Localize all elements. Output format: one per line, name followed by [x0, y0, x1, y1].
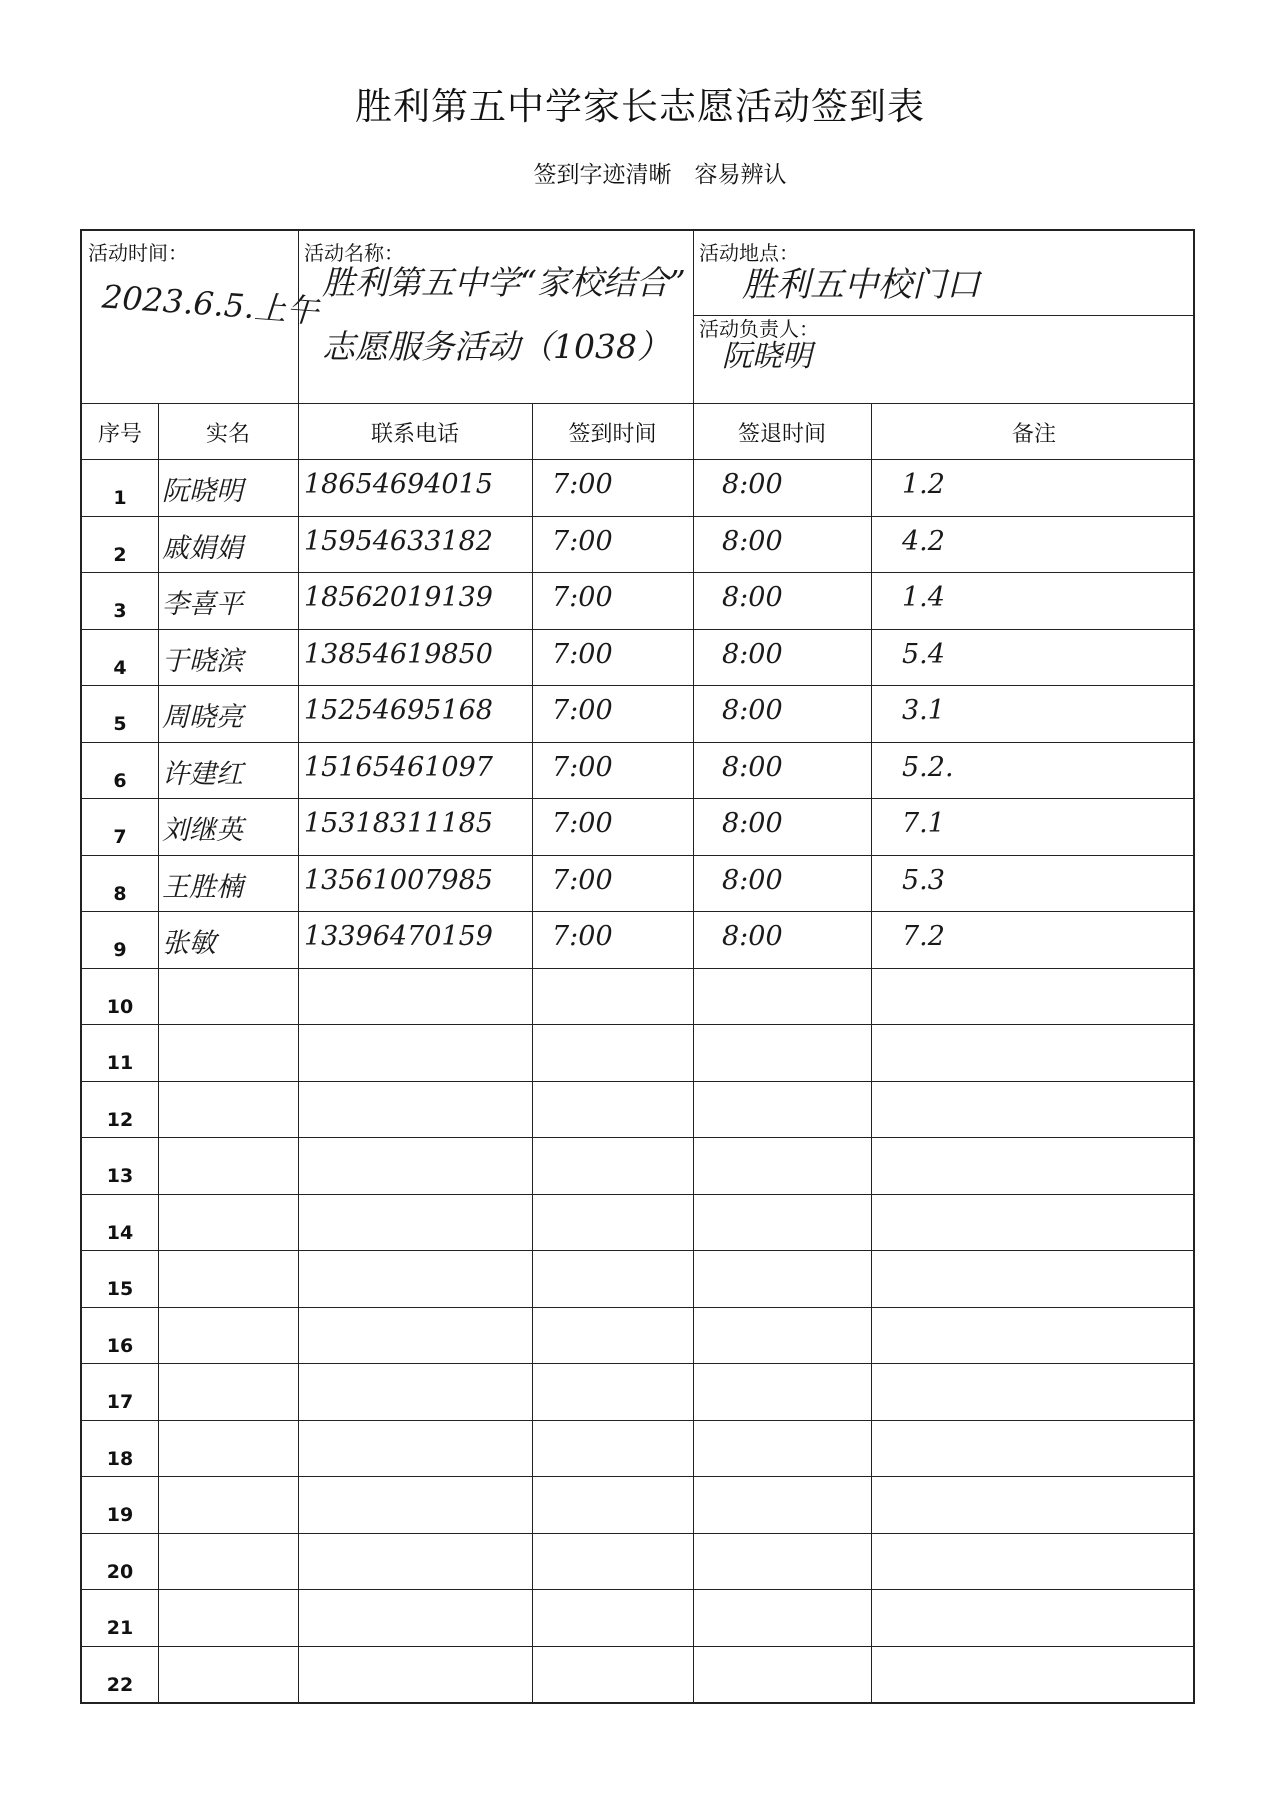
row-number: 14	[106, 1221, 134, 1244]
checkin-cell: 7:00	[552, 638, 613, 670]
name-cell: 于晓滨	[162, 645, 243, 677]
checkout-cell: 8:00	[722, 582, 783, 613]
divider	[82, 1363, 1193, 1364]
note-cell: 5.3	[902, 864, 945, 896]
divider	[82, 1476, 1193, 1477]
divider	[532, 403, 533, 1702]
note-cell: 1.4	[902, 582, 945, 613]
checkin-cell: 7:00	[552, 582, 613, 613]
sign-in-sheet	[80, 229, 1195, 1704]
row-number: 1	[113, 487, 127, 509]
divider	[82, 1194, 1193, 1195]
note-cell: 3.1	[902, 695, 945, 726]
divider	[82, 1081, 1193, 1082]
divider	[82, 911, 1193, 912]
name-cell: 阮晓明	[162, 476, 243, 507]
checkout-cell: 8:00	[722, 638, 783, 670]
divider	[82, 968, 1193, 969]
row-number: 18	[106, 1447, 134, 1470]
row-number: 10	[106, 995, 134, 1018]
row-number: 22	[106, 1673, 134, 1696]
row-number: 21	[106, 1617, 134, 1639]
activity-place-value: 胜利五中校门口	[742, 265, 980, 305]
activity-name-line1: 胜利第五中学“家校结合”	[322, 263, 686, 302]
row-number: 20	[106, 1560, 134, 1583]
phone-cell: 15954633182	[304, 525, 493, 557]
note-cell: 4.2	[902, 525, 945, 557]
checkin-cell: 7:00	[552, 921, 613, 952]
divider	[82, 1646, 1193, 1647]
row-number: 4	[113, 656, 127, 679]
row-number: 12	[106, 1108, 134, 1131]
row-number: 7	[113, 826, 127, 848]
divider	[82, 855, 1193, 856]
divider	[298, 231, 299, 403]
name-cell: 李喜平	[162, 589, 243, 620]
checkin-cell: 7:00	[552, 864, 613, 896]
divider	[82, 459, 1193, 460]
phone-cell: 13561007985	[304, 864, 493, 896]
phone-cell: 15318311185	[304, 808, 493, 839]
note-cell: 5.4	[902, 638, 945, 670]
activity-name-label: 活动名称：	[304, 241, 404, 265]
checkin-cell: 7:00	[552, 469, 613, 500]
divider	[82, 572, 1193, 573]
col-header-checkout: 签退时间	[737, 422, 826, 447]
col-header-name: 实名	[205, 422, 250, 447]
divider	[871, 403, 872, 1702]
activity-leader-label: 活动负责人：	[699, 317, 819, 341]
col-header-checkin: 签到时间	[568, 422, 657, 447]
checkout-cell: 8:00	[722, 808, 783, 839]
note-cell: 7.1	[902, 808, 945, 839]
phone-cell: 15165461097	[304, 751, 493, 783]
checkin-cell: 7:00	[552, 808, 613, 839]
name-cell: 张敏	[162, 928, 216, 959]
row-number: 16	[106, 1334, 134, 1357]
divider	[298, 403, 299, 1702]
checkout-cell: 8:00	[722, 525, 783, 557]
divider	[82, 1137, 1193, 1138]
divider	[693, 231, 694, 403]
divider	[693, 403, 694, 1702]
activity-time-label: 活动时间：	[88, 241, 188, 265]
row-number: 11	[106, 1052, 134, 1074]
divider	[82, 1589, 1193, 1590]
name-cell: 刘继英	[162, 815, 243, 846]
phone-cell: 13854619850	[304, 638, 493, 670]
phone-cell: 13396470159	[304, 921, 493, 952]
checkin-cell: 7:00	[552, 695, 613, 726]
phone-cell: 18654694015	[304, 469, 493, 500]
row-number: 2	[113, 543, 127, 566]
row-number: 8	[113, 882, 127, 905]
col-header-phone: 联系电话	[370, 422, 459, 447]
row-number: 9	[113, 939, 127, 961]
note-cell: 7.2	[902, 921, 945, 952]
checkin-cell: 7:00	[552, 525, 613, 557]
divider	[693, 315, 1193, 316]
activity-time-value: 2023.6.5.上午	[100, 277, 320, 331]
divider	[82, 403, 1193, 404]
divider	[82, 629, 1193, 630]
name-cell: 许建红	[162, 758, 243, 790]
page-subtitle: 签到字迹清晰 容易辨认	[533, 162, 787, 188]
name-cell: 王胜楠	[162, 871, 243, 903]
row-number: 17	[106, 1391, 134, 1413]
page-title: 胜利第五中学家长志愿活动签到表	[355, 85, 925, 128]
phone-cell: 18562019139	[304, 582, 493, 613]
activity-name-line2: 志愿服务活动（1038）	[322, 327, 670, 366]
row-number: 5	[113, 713, 127, 735]
phone-cell: 15254695168	[304, 695, 493, 726]
divider	[82, 1307, 1193, 1308]
checkout-cell: 8:00	[722, 695, 783, 726]
note-cell: 5.2.	[902, 751, 954, 783]
divider	[82, 1250, 1193, 1251]
checkout-cell: 8:00	[722, 864, 783, 896]
row-number: 13	[106, 1165, 134, 1187]
checkin-cell: 7:00	[552, 751, 613, 783]
divider	[158, 403, 159, 1702]
col-header-no: 序号	[97, 422, 142, 447]
divider	[82, 1420, 1193, 1421]
divider	[82, 685, 1193, 686]
name-cell: 戚娟娟	[162, 532, 243, 564]
activity-leader-value: 阮晓明	[722, 339, 812, 374]
divider	[82, 516, 1193, 517]
activity-place-label: 活动地点：	[699, 241, 799, 265]
row-number: 3	[113, 600, 127, 622]
row-number: 6	[113, 769, 127, 792]
row-number: 15	[106, 1278, 134, 1300]
checkout-cell: 8:00	[722, 469, 783, 500]
divider	[82, 742, 1193, 743]
col-header-note: 备注	[1011, 422, 1056, 447]
checkout-cell: 8:00	[722, 921, 783, 952]
row-number: 19	[106, 1504, 134, 1526]
checkout-cell: 8:00	[722, 751, 783, 783]
divider	[82, 798, 1193, 799]
name-cell: 周晓亮	[162, 702, 243, 733]
divider	[82, 1533, 1193, 1534]
divider	[82, 1024, 1193, 1025]
note-cell: 1.2	[902, 469, 945, 500]
